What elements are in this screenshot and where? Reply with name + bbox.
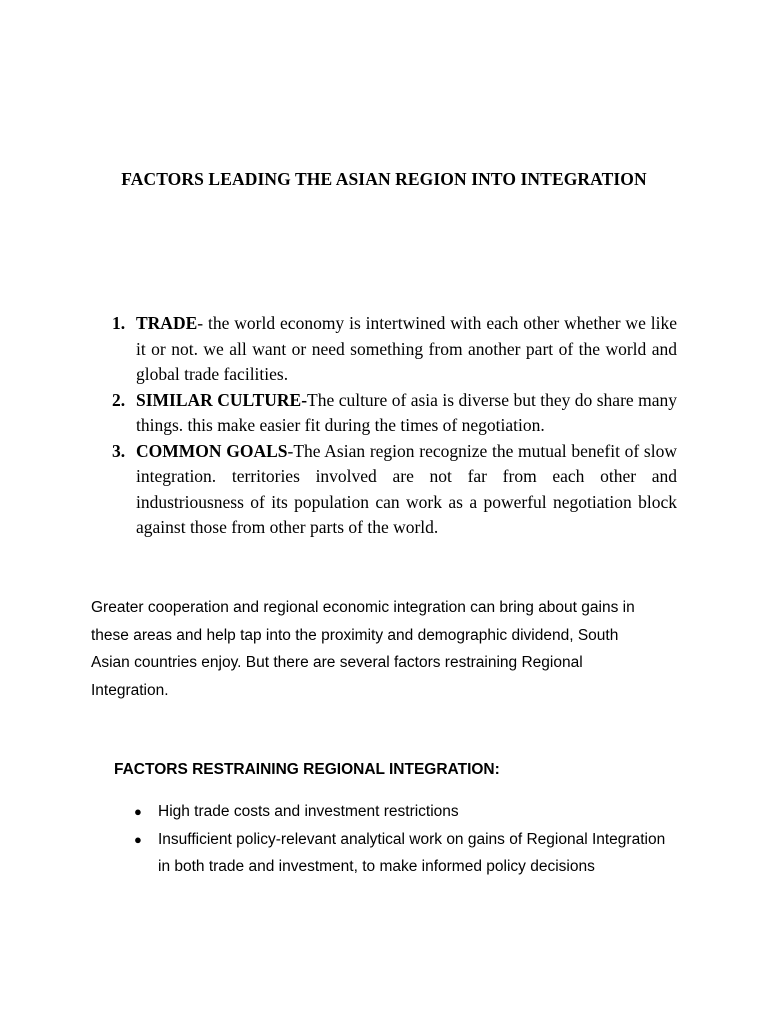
factor-text: -The Asian region recognize the mutual benefit of slow integration. territories involved are not far from each other and industriousness of its population can work as a powerful negotiation block against those from other parts of the world. [136, 440, 677, 537]
restraining-heading-text: FACTORS RESTRAINING REGIONAL INTEGRATION [114, 761, 495, 778]
bullet-icon: ● [134, 831, 142, 847]
factors-list [108, 311, 677, 541]
list-item-text: Insufficient policy-relevant analytical work on gains of Regional Integration in both trade and investment, to make informed policy decisions [158, 830, 666, 875]
factor-term: COMMON GOALS [136, 440, 288, 461]
list-item-text: High trade costs and investment restrictions [158, 803, 459, 820]
factor-number: 3. [112, 440, 126, 461]
factor-item-common-goals [108, 439, 677, 541]
factor-text: The culture of asia is diverse but they do share many things. this make easier fit during the times of negotiation. [136, 389, 677, 435]
factor-number: 1. [112, 313, 126, 333]
factor-text: - the world economy is intertwined with each other whether we like it or not. we all want or need something from another part of the world and global trade facilities. [136, 313, 677, 384]
restraining-list [134, 798, 674, 881]
factor-number: 2. [112, 389, 126, 410]
factor-term: TRADE [136, 313, 198, 333]
bullet-icon: ● [134, 804, 142, 819]
list-item [134, 826, 674, 881]
factor-item-similar-culture [108, 388, 677, 439]
factor-item-trade [108, 311, 677, 388]
document-title: FACTORS LEADING THE ASIAN REGION INTO INTEGRATION [121, 169, 647, 189]
restraining-heading-colon: : [494, 761, 500, 778]
cooperation-paragraph: Greater cooperation and regional economic integration can bring about gains in these areas and help tap into the proximity and demographic dividend, South Asian countries enjoy. But there are several factors restraining Regional Integration. [91, 599, 635, 699]
factor-term: SIMILAR CULTURE- [136, 389, 308, 410]
list-item [134, 798, 674, 826]
restraining-heading [114, 759, 500, 781]
